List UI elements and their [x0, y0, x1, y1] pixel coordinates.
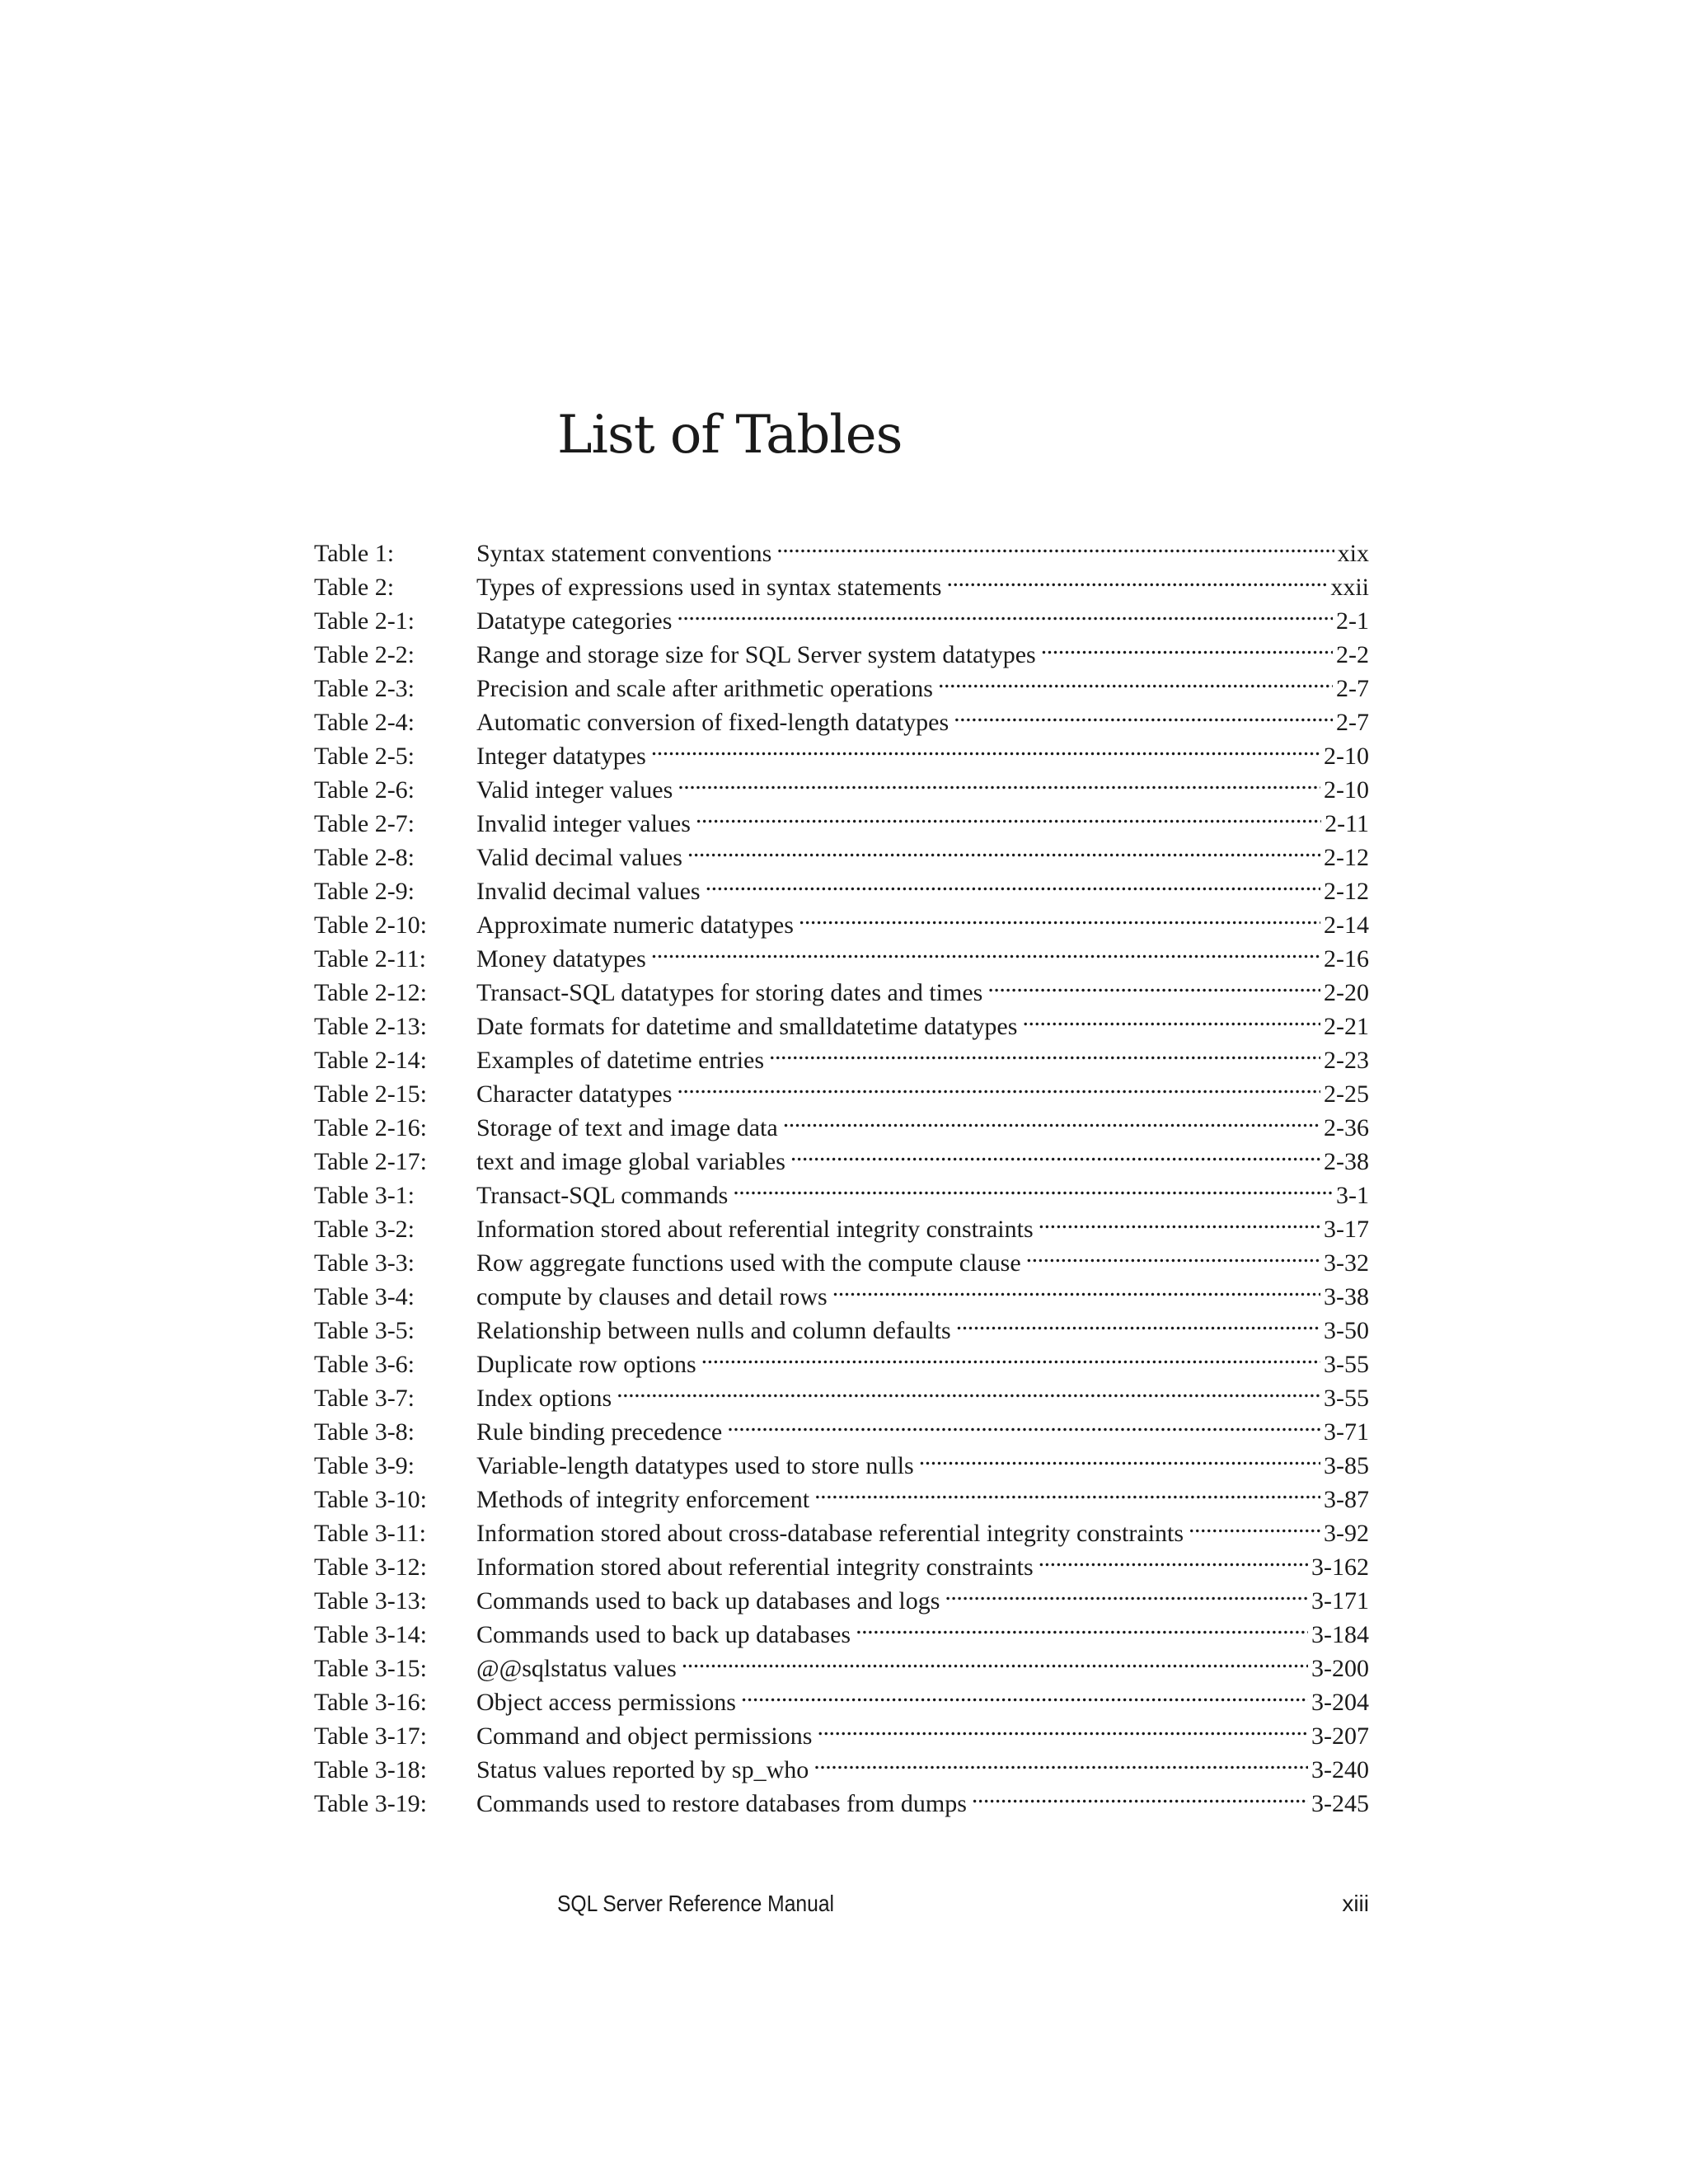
toc-entry-label: Table 3-9:: [314, 1452, 415, 1479]
page-title: List of Tables: [557, 405, 903, 466]
dot-leader: [741, 1676, 1308, 1710]
toc-entry-title: @@sqlstatus values: [476, 1652, 682, 1685]
toc-entry-title: Rule binding precedence: [476, 1415, 727, 1449]
toc-entry-label: Table 3-4:: [314, 1283, 415, 1310]
toc-entry: [314, 865, 1369, 905]
toc-entry-page-number: 3-92: [1320, 1516, 1369, 1550]
toc-entry: [314, 1305, 1369, 1344]
toc-entry: [314, 1744, 1369, 1783]
toc-entry-title: Information stored about referential integrity constraints: [476, 1550, 1039, 1584]
toc-entry-label: Table 3-17:: [314, 1722, 428, 1750]
toc-entry-page-number: 2-10: [1320, 773, 1369, 807]
dot-leader: [972, 1778, 1308, 1811]
toc-entry: [314, 1136, 1369, 1175]
dot-leader: [678, 764, 1320, 798]
toc-entry-page-number: 3-85: [1320, 1449, 1369, 1483]
dot-leader: [919, 1440, 1320, 1474]
toc-entry-title: Types of expressions used in syntax statements: [476, 570, 946, 604]
toc-entry: [314, 1102, 1369, 1141]
dot-leader: [783, 1102, 1320, 1136]
toc-entry: [314, 527, 1369, 567]
toc-entry-title: Automatic conversion of fixed-length datatypes: [476, 705, 954, 739]
toc-entry-title: Range and storage size for SQL Server system datatypes: [476, 638, 1041, 672]
toc-entry-title: Methods of integrity enforcement: [476, 1483, 814, 1516]
toc-entry-page-number: 2-23: [1320, 1043, 1369, 1077]
toc-entry-title: Object access permissions: [476, 1685, 741, 1719]
dot-leader: [987, 967, 1320, 1001]
dot-leader: [1041, 629, 1333, 663]
toc-entry-label: Table 3-8:: [314, 1418, 415, 1446]
toc-entry-label: Table 3-12:: [314, 1554, 428, 1581]
toc-entry-page-number: 3-204: [1308, 1685, 1369, 1719]
toc-entry: [314, 1406, 1369, 1446]
toc-entry: [314, 832, 1369, 871]
footer-manual-title: SQL Server Reference Manual: [557, 1891, 835, 1916]
toc-entry-label: Table 2-13:: [314, 1013, 428, 1040]
toc-entry-page-number: 2-36: [1320, 1111, 1369, 1145]
toc-entry-page-number: 2-16: [1320, 942, 1369, 976]
toc-entry-title: Index options: [476, 1381, 617, 1415]
toc-entry-label: Table 2-9:: [314, 878, 415, 905]
toc-entry-title: Examples of datetime entries: [476, 1043, 769, 1077]
toc-entry-title: Invalid decimal values: [476, 874, 706, 908]
toc-entry-title: Storage of text and image data: [476, 1111, 783, 1145]
toc-entry-label: Table 2-16:: [314, 1114, 428, 1141]
toc-entry-label: Table 2-1:: [314, 607, 415, 635]
toc-entry-label: Table 2-5:: [314, 743, 415, 770]
toc-entry: [314, 1778, 1369, 1817]
toc-entry-label: Table 2-10:: [314, 912, 428, 939]
dot-leader: [696, 798, 1321, 832]
toc-entry: [314, 798, 1369, 837]
toc-entry: [314, 561, 1369, 601]
toc-entry-page-number: 2-11: [1321, 807, 1369, 841]
dot-leader: [799, 899, 1320, 933]
toc-entry-page-number: 2-7: [1333, 705, 1369, 739]
toc-entry: [314, 764, 1369, 804]
toc-entry-label: Table 2:: [314, 574, 395, 601]
toc-entry: [314, 1507, 1369, 1547]
toc-entry-page-number: 3-87: [1320, 1483, 1369, 1516]
toc-entry-title: Integer datatypes: [476, 739, 651, 773]
toc-entry-page-number: 3-50: [1320, 1314, 1369, 1347]
toc-entry-label: Table 3-10:: [314, 1486, 428, 1513]
toc-entry: [314, 1710, 1369, 1750]
footer-page-number: xiii: [1342, 1891, 1369, 1916]
dot-leader: [677, 1068, 1320, 1102]
dot-leader: [776, 527, 1334, 561]
toc-entry-page-number: 3-55: [1320, 1381, 1369, 1415]
toc-entry: [314, 899, 1369, 939]
dot-leader: [617, 1372, 1320, 1406]
dot-leader: [954, 696, 1333, 730]
toc-entry-label: Table 3-3:: [314, 1249, 415, 1277]
toc-entry-title: Status values reported by sp_who: [476, 1753, 814, 1787]
toc-entry: [314, 1440, 1369, 1479]
toc-entry-page-number: 2-14: [1320, 908, 1369, 942]
toc-entry-page-number: 3-171: [1308, 1584, 1369, 1618]
dot-leader: [733, 1169, 1333, 1203]
toc-entry-page-number: 3-38: [1320, 1280, 1369, 1314]
toc-entry: [314, 1169, 1369, 1209]
dot-leader: [1026, 1237, 1320, 1271]
toc-entry-page-number: 3-200: [1308, 1652, 1369, 1685]
toc-entry-page-number: 2-20: [1320, 976, 1369, 1010]
toc-entry-page-number: 3-55: [1320, 1347, 1369, 1381]
toc-entry-title: Relationship between nulls and column defaults: [476, 1314, 956, 1347]
toc-entry: [314, 1068, 1369, 1108]
toc-entry-page-number: 2-21: [1320, 1010, 1369, 1043]
toc-entry-label: Table 2-3:: [314, 675, 415, 702]
toc-entry-label: Table 2-8:: [314, 844, 415, 871]
toc-entry: [314, 1676, 1369, 1716]
toc-entry-label: Table 2-11:: [314, 945, 426, 972]
toc-entry-label: Table 3-1:: [314, 1182, 415, 1209]
toc-entry-label: Table 3-7:: [314, 1385, 415, 1412]
toc-entry-page-number: 2-12: [1320, 841, 1369, 874]
toc-entry-label: Table 1:: [314, 540, 395, 567]
toc-entry-title: Duplicate row options: [476, 1347, 701, 1381]
toc-entry-title: Date formats for datetime and smalldatetime datatypes: [476, 1010, 1022, 1043]
toc-entry-page-number: 2-10: [1320, 739, 1369, 773]
toc-entry-label: Table 3-5:: [314, 1317, 415, 1344]
dot-leader: [946, 561, 1327, 595]
toc-entry-title: Character datatypes: [476, 1077, 677, 1111]
toc-entry-page-number: 2-1: [1333, 604, 1369, 638]
toc-entry-label: Table 2-4:: [314, 709, 415, 736]
dot-leader: [1189, 1507, 1320, 1541]
toc-entry-title: Precision and scale after arithmetic operations: [476, 672, 938, 705]
toc-entry-label: Table 3-2:: [314, 1216, 415, 1243]
dot-leader: [706, 865, 1320, 899]
toc-entry-page-number: 3-240: [1308, 1753, 1369, 1787]
toc-entry-label: Table 3-15:: [314, 1655, 428, 1682]
toc-entry-title: Invalid integer values: [476, 807, 696, 841]
toc-entry-title: Money datatypes: [476, 942, 651, 976]
toc-entry-title: Variable-length datatypes used to store nulls: [476, 1449, 919, 1483]
toc-entry-label: Table 2-6:: [314, 776, 415, 804]
dot-leader: [790, 1136, 1320, 1169]
dot-leader: [814, 1744, 1308, 1778]
toc-entry-page-number: xxii: [1327, 570, 1369, 604]
toc-entry-title: Transact-SQL datatypes for storing dates and times: [476, 976, 987, 1010]
toc-entry-label: Table 2-7:: [314, 810, 415, 837]
toc-entry-label: Table 2-15:: [314, 1080, 428, 1108]
toc-entry-title: Row aggregate functions used with the compute clause: [476, 1246, 1026, 1280]
toc-entry-page-number: 3-17: [1320, 1212, 1369, 1246]
toc-entry-title: Datatype categories: [476, 604, 677, 638]
toc-entry-label: Table 3-11:: [314, 1520, 426, 1547]
toc-entry-title: compute by clauses and detail rows: [476, 1280, 832, 1314]
toc-entry: [314, 933, 1369, 972]
toc-entry-label: Table 3-18:: [314, 1756, 428, 1783]
toc-entry-label: Table 2-12:: [314, 979, 428, 1006]
toc-entry-page-number: xix: [1334, 537, 1369, 570]
toc-entry-title: Information stored about cross-database referential integrity constraints: [476, 1516, 1189, 1550]
dot-leader: [687, 832, 1320, 865]
toc-entry: [314, 1203, 1369, 1243]
dot-leader: [727, 1406, 1320, 1440]
toc-entry-page-number: 2-12: [1320, 874, 1369, 908]
dot-leader: [956, 1305, 1320, 1338]
toc-entry-page-number: 3-1: [1333, 1179, 1369, 1212]
dot-leader: [1022, 1001, 1320, 1034]
toc-entry-label: Table 3-6:: [314, 1351, 415, 1378]
toc-entry-title: Transact-SQL commands: [476, 1179, 733, 1212]
toc-entry-title: Commands used to restore databases from dumps: [476, 1787, 972, 1821]
toc-entry-page-number: 2-38: [1320, 1145, 1369, 1179]
toc-entry-title: Approximate numeric datatypes: [476, 908, 799, 942]
toc-entry-page-number: 3-207: [1308, 1719, 1369, 1753]
toc-entry-label: Table 2-17:: [314, 1148, 428, 1175]
toc-entry-title: Valid integer values: [476, 773, 678, 807]
toc-entry: [314, 629, 1369, 668]
toc-entry-page-number: 3-162: [1308, 1550, 1369, 1584]
toc-entry-page-number: 3-245: [1308, 1787, 1369, 1821]
toc-entry-title: Commands used to back up databases and logs: [476, 1584, 945, 1618]
dot-leader: [817, 1710, 1308, 1744]
toc-entry: [314, 967, 1369, 1006]
toc-entry-page-number: 2-2: [1333, 638, 1369, 672]
toc-entry-title: text and image global variables: [476, 1145, 790, 1179]
toc-entry-title: Commands used to back up databases: [476, 1618, 856, 1652]
toc-entry-page-number: 3-71: [1320, 1415, 1369, 1449]
toc-entry-page-number: 3-184: [1308, 1618, 1369, 1652]
toc-entry-label: Table 2-14:: [314, 1047, 428, 1074]
toc-entry-title: Syntax statement conventions: [476, 537, 776, 570]
toc-entry-label: Table 3-19:: [314, 1790, 428, 1817]
toc-entry-title: Information stored about referential integrity constraints: [476, 1212, 1039, 1246]
toc-entry-page-number: 2-25: [1320, 1077, 1369, 1111]
dot-leader: [1039, 1203, 1320, 1237]
toc-entry-label: Table 2-2:: [314, 641, 415, 668]
toc-entry-page-number: 3-32: [1320, 1246, 1369, 1280]
table-list: [314, 527, 1369, 1817]
toc-entry-label: Table 3-14:: [314, 1621, 428, 1648]
toc-entry-title: Valid decimal values: [476, 841, 687, 874]
toc-entry-title: Command and object permissions: [476, 1719, 817, 1753]
toc-entry-label: Table 3-16:: [314, 1689, 428, 1716]
toc-entry-label: Table 3-13:: [314, 1587, 428, 1615]
toc-entry-page-number: 2-7: [1333, 672, 1369, 705]
toc-entry: [314, 1372, 1369, 1412]
